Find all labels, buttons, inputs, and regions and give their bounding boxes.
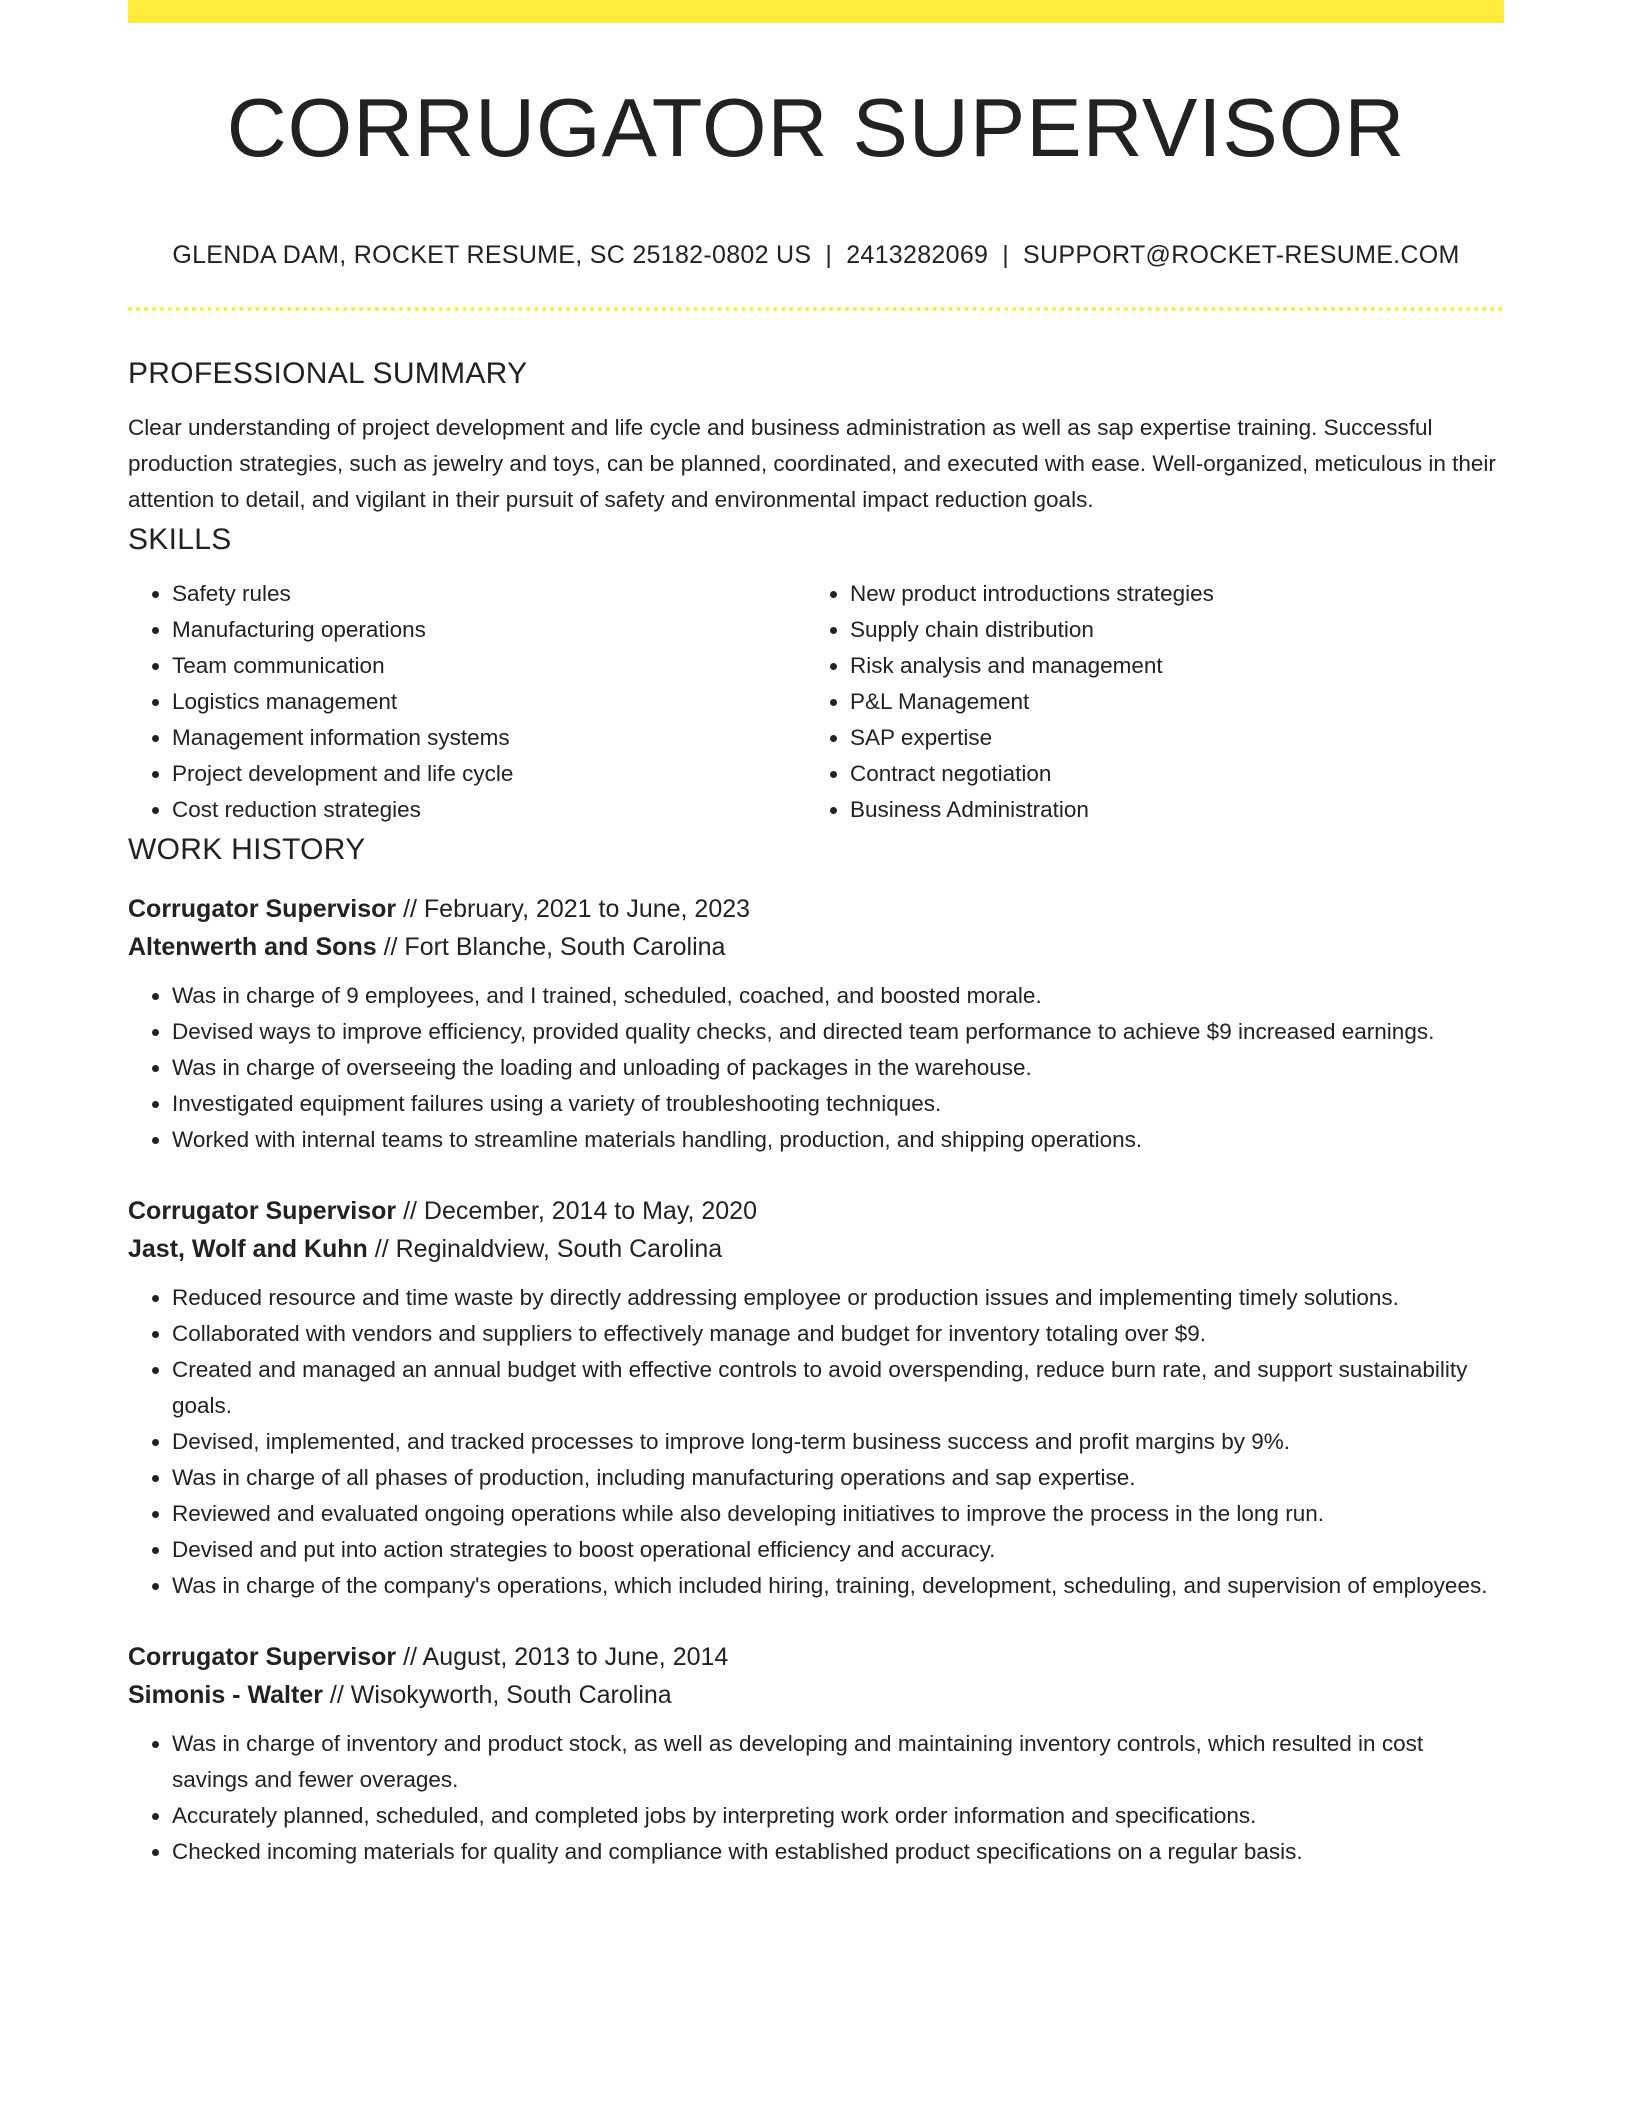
job-bullets [128, 1726, 1504, 1870]
contact-email: SUPPORT@ROCKET-RESUME.COM [1023, 241, 1460, 269]
skill-item: • Team communication [172, 648, 806, 684]
skill-item: • Risk analysis and management [850, 648, 1484, 684]
job-company: Simonis - Walter [128, 1681, 323, 1709]
summary-heading: PROFESSIONAL SUMMARY [128, 357, 528, 390]
job-bullet: • Was in charge of all phases of production, including manufacturing operations and sap expertise. [172, 1460, 1504, 1496]
skills-list [128, 576, 1504, 828]
job-bullet: • Was in charge of the company's operations, which included hiring, training, development, scheduling, and supervision of employees. [172, 1568, 1504, 1604]
job-title: Corrugator Supervisor [128, 1643, 397, 1671]
skill-item: • Business Administration [850, 792, 1484, 828]
job-bullet: • Devised and put into action strategies to boost operational efficiency and accuracy. [172, 1532, 1504, 1568]
job-bullet: • Accurately planned, scheduled, and completed jobs by interpreting work order information and specifications. [172, 1798, 1504, 1834]
job-company-line [128, 1676, 1504, 1714]
job-company-line [128, 928, 1504, 966]
job-bullet: • Created and managed an annual budget with effective controls to avoid overspending, reduce burn rate, and support sustainability goals. [172, 1352, 1504, 1424]
resume-sections [128, 352, 1504, 1870]
skill-item: • New product introductions strategies [850, 576, 1484, 612]
accent-top-bar [128, 0, 1504, 23]
job-bullet: • Checked incoming materials for quality and compliance with established product specifications on a regular basis. [172, 1834, 1504, 1870]
job-bullets [128, 978, 1504, 1158]
summary-text: Clear understanding of project development and life cycle and business administration as well as sap expertise training. Successful production strategies, such as jewelry and toys, can be planned, coordinated, and executed with ease. Well-organized, meticulous in their attention to detail, and vigilant in their pursuit of safety and environmental impact reduction goals. [128, 415, 1496, 512]
job-bullets [128, 1280, 1504, 1604]
job-bullet: • Reduced resource and time waste by directly addressing employee or production issues and implementing timely solutions. [172, 1280, 1504, 1316]
job-bullet: • Was in charge of inventory and product stock, as well as developing and maintaining inventory controls, which resulted in cost savings and fewer overages. [172, 1726, 1504, 1798]
skill-item: • Cost reduction strategies [172, 792, 806, 828]
job-bullet: • Devised, implemented, and tracked processes to improve long-term business success and profit margins by 9%. [172, 1424, 1504, 1460]
job-bullet: • Was in charge of 9 employees, and I trained, scheduled, coached, and boosted morale. [172, 978, 1504, 1014]
skills-column-left [128, 576, 806, 828]
job-location: // Fort Blanche, South Carolina [383, 933, 726, 961]
skill-item: • Project development and life cycle [172, 756, 806, 792]
job-bullet: • Was in charge of overseeing the loading and unloading of packages in the warehouse. [172, 1050, 1504, 1086]
job-entry [128, 1638, 1504, 1870]
job-company: Altenwerth and Sons [128, 933, 377, 961]
job-dates: // December, 2014 to May, 2020 [403, 1197, 757, 1225]
job-location: // Wisokyworth, South Carolina [329, 1681, 672, 1709]
skills-heading: SKILLS [128, 523, 232, 556]
job-bullet: • Worked with internal teams to streamline materials handling, production, and shipping operations. [172, 1122, 1504, 1158]
skill-item: • SAP expertise [850, 720, 1484, 756]
job-dates: // August, 2013 to June, 2014 [403, 1643, 729, 1671]
dotted-divider [128, 307, 1504, 311]
contact-phone: 2413282069 [846, 241, 989, 269]
skill-item: • Safety rules [172, 576, 806, 612]
skill-item: • P&L Management [850, 684, 1484, 720]
job-company: Jast, Wolf and Kuhn [128, 1235, 368, 1263]
job-bullet: • Collaborated with vendors and suppliers to effectively manage and budget for inventory totaling over $9. [172, 1316, 1504, 1352]
contact-line [128, 238, 1504, 272]
job-title-line [128, 890, 1504, 928]
skill-item: • Logistics management [172, 684, 806, 720]
contact-separator: | [825, 241, 833, 269]
job-entry [128, 890, 1504, 1158]
contact-address: GLENDA DAM, ROCKET RESUME, SC 25182-0802 US [172, 241, 812, 269]
job-title: Corrugator Supervisor [128, 895, 397, 923]
job-bullet: • Reviewed and evaluated ongoing operations while also developing initiatives to improve the process in the long run. [172, 1496, 1504, 1532]
job-title-line [128, 1638, 1504, 1676]
job-title-line [128, 1192, 1504, 1230]
contact-separator: | [1002, 241, 1010, 269]
job-title: Corrugator Supervisor [128, 1197, 397, 1225]
job-dates: // February, 2021 to June, 2023 [403, 895, 751, 923]
skill-item: • Contract negotiation [850, 756, 1484, 792]
job-entry [128, 1192, 1504, 1604]
job-bullet: • Investigated equipment failures using a variety of troubleshooting techniques. [172, 1086, 1504, 1122]
skill-item: • Supply chain distribution [850, 612, 1484, 648]
job-company-line [128, 1230, 1504, 1268]
job-bullet: • Devised ways to improve efficiency, provided quality checks, and directed team performance to achieve $9 increased earnings. [172, 1014, 1504, 1050]
skill-item: • Management information systems [172, 720, 806, 756]
resume-name: CORRUGATOR SUPERVISOR [226, 81, 1406, 174]
skill-item: • Manufacturing operations [172, 612, 806, 648]
job-location: // Reginaldview, South Carolina [374, 1235, 723, 1263]
work-history-heading: WORK HISTORY [128, 833, 366, 866]
skills-column-right [806, 576, 1484, 828]
